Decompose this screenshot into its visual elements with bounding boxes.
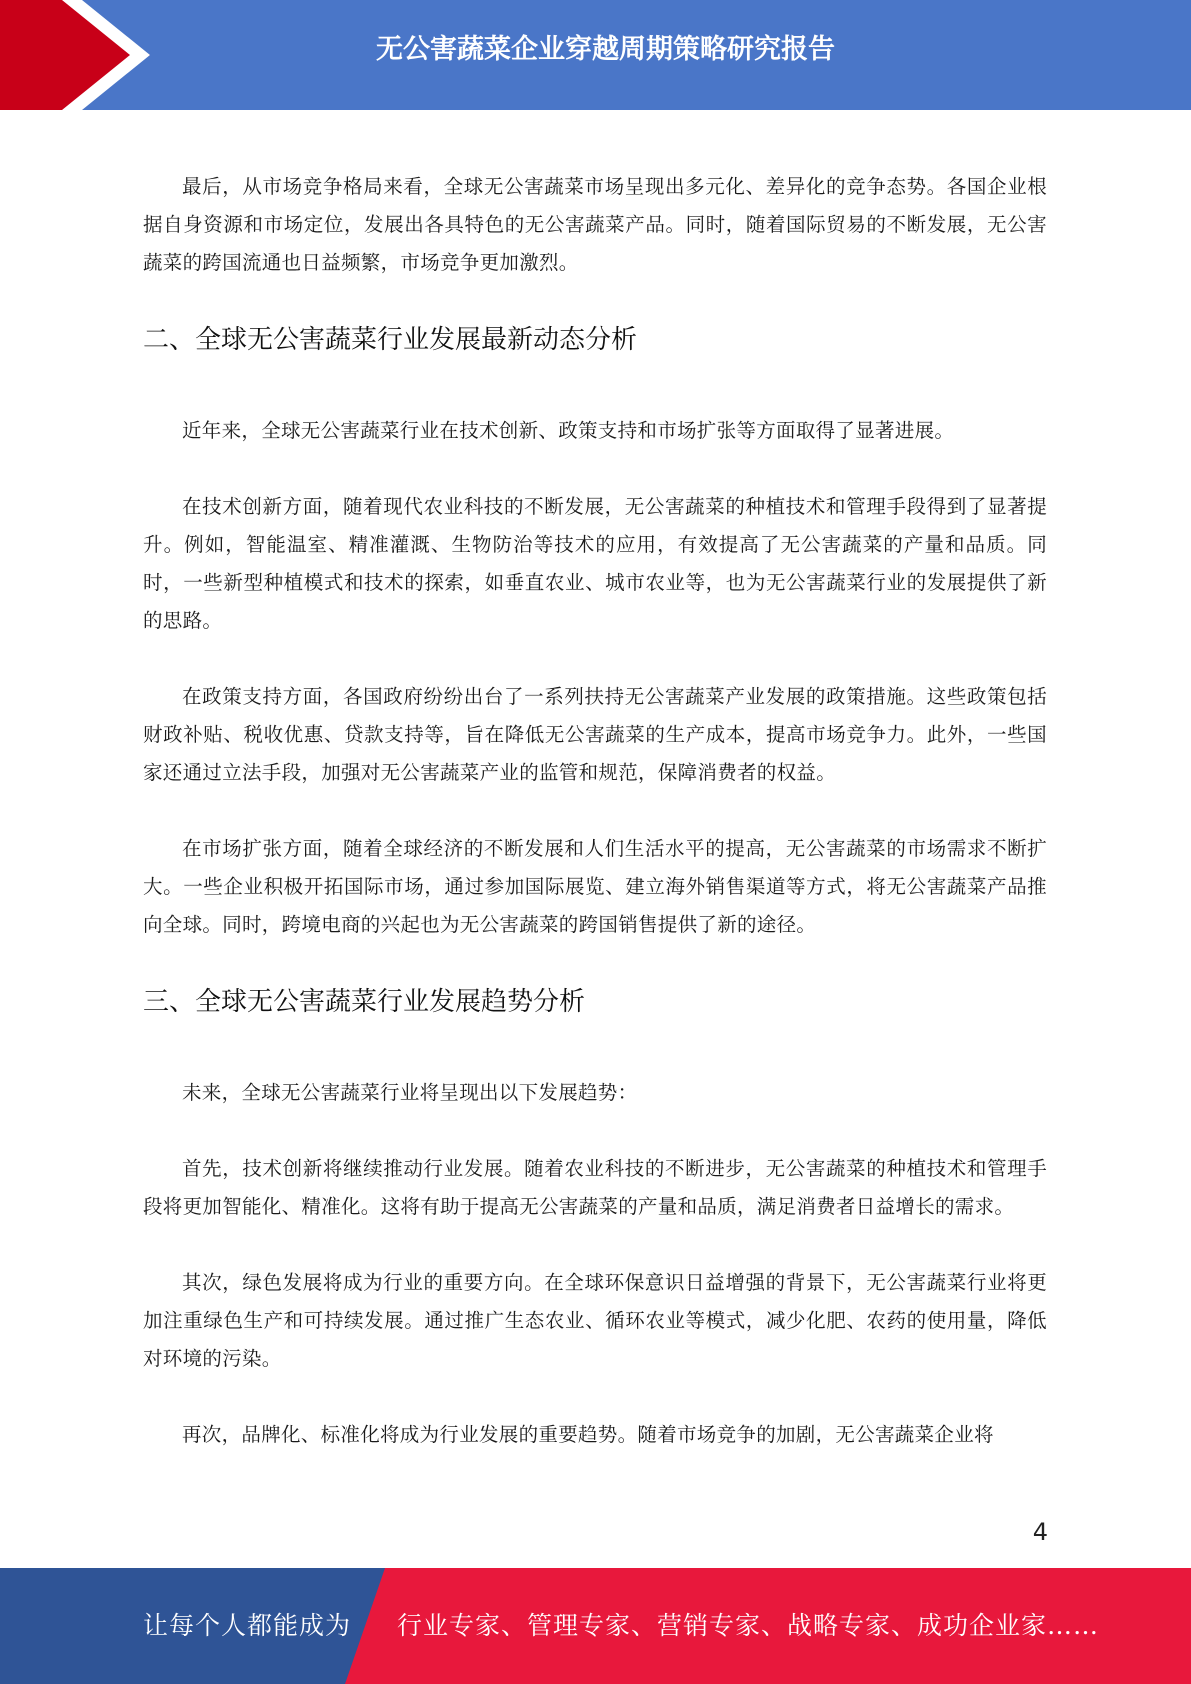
- page-number: 4: [1032, 1518, 1048, 1546]
- paragraph: 首先，技术创新将继续推动行业发展。随着农业科技的不断进步，无公害蔬菜的种植技术和管理手段将更加智能化、精准化。这将有助于提高无公害蔬菜的产量和品质，满足消费者日益增长的需求。: [143, 1157, 1047, 1218]
- footer-slogan-right: 行业专家、管理专家、营销专家、战略专家、成功企业家……: [397, 1611, 1100, 1640]
- paragraph: 未来，全球无公害蔬菜行业将呈现出以下发展趋势：: [182, 1081, 638, 1104]
- paragraph: 近年来，全球无公害蔬菜行业在技术创新、政策支持和市场扩张等方面取得了显著进展。: [182, 419, 955, 442]
- page-header: [0, 0, 1191, 110]
- section-heading-2: 二、全球无公害蔬菜行业发展最新动态分析: [143, 325, 638, 355]
- paragraph: 在技术创新方面，随着现代农业科技的不断发展，无公害蔬菜的种植技术和管理手段得到了显著提升。例如，智能温室、精准灌溉、生物防治等技术的应用，有效提高了无公害蔬菜的产量和品质。同时，一些新型种植模式和技术的探索，如垂直农业、城市农业等，也为无公害蔬菜行业的发展提供了新的思路。: [143, 495, 1047, 632]
- report-title: 无公害蔬菜企业穿越周期策略研究报告: [376, 34, 835, 65]
- page-footer: [0, 1568, 1191, 1684]
- paragraph: 其次，绿色发展将成为行业的重要方向。在全球环保意识日益增强的背景下，无公害蔬菜行业将更加注重绿色生产和可持续发展。通过推广生态农业、循环农业等模式，减少化肥、农药的使用量，降低对环境的污染。: [143, 1271, 1047, 1370]
- paragraph: 在市场扩张方面，随着全球经济的不断发展和人们生活水平的提高，无公害蔬菜的市场需求不断扩大。一些企业积极开拓国际市场，通过参加国际展览、建立海外销售渠道等方式，将无公害蔬菜产品推向全球。同时，跨境电商的兴起也为无公害蔬菜的跨国销售提供了新的途径。: [143, 837, 1047, 936]
- report-body: [143, 168, 1047, 1492]
- paragraph: 再次，品牌化、标准化将成为行业发展的重要趋势。随着市场竞争的加剧，无公害蔬菜企业将: [182, 1423, 994, 1446]
- section-heading-3: 三、全球无公害蔬菜行业发展趋势分析: [143, 987, 586, 1017]
- paragraph: 最后，从市场竞争格局来看，全球无公害蔬菜市场呈现出多元化、差异化的竞争态势。各国企业根据自身资源和市场定位，发展出各具特色的无公害蔬菜产品。同时，随着国际贸易的不断发展，无公害蔬菜的跨国流通也日益频繁，市场竞争更加激烈。: [143, 175, 1047, 274]
- paragraph: 在政策支持方面，各国政府纷纷出台了一系列扶持无公害蔬菜产业发展的政策措施。这些政策包括财政补贴、税收优惠、贷款支持等，旨在降低无公害蔬菜的生产成本，提高市场竞争力。此外，一些国家还通过立法手段，加强对无公害蔬菜产业的监管和规范，保障消费者的权益。: [143, 685, 1047, 784]
- footer-slogan-left: 让每个人都能成为: [143, 1611, 352, 1640]
